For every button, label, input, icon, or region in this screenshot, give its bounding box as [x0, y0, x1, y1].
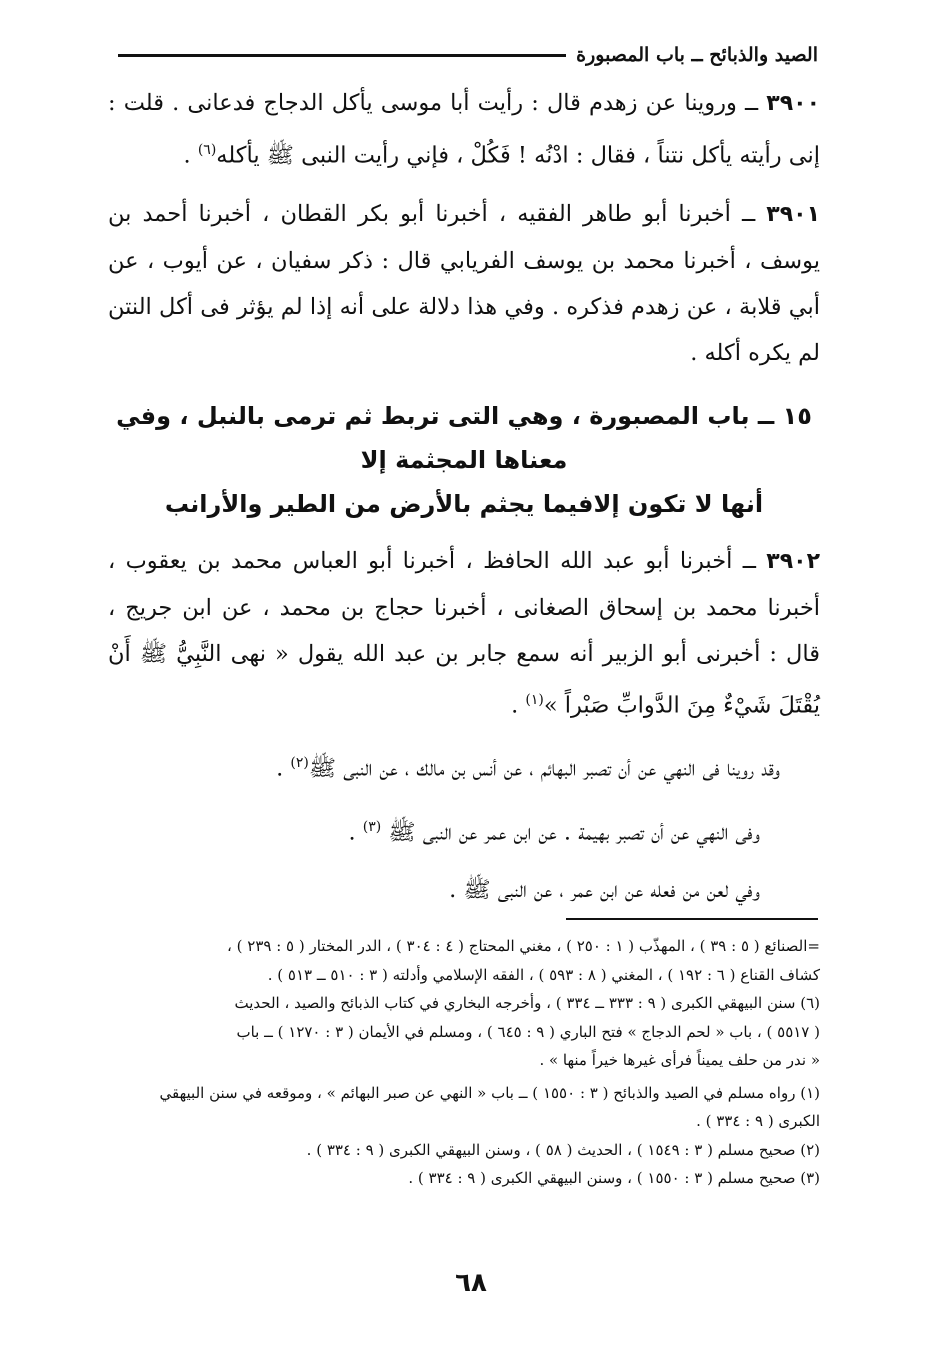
footnote-continuation-line: كشاف القناع ( ٦ : ١٩٢ ) ، المغني ( ٨ : ٥٩٣ ) ، الفقه الإسلامي وأدلته ( ٣ : ٥١٠ ــ ٥١٣ ) .: [267, 965, 820, 984]
narration-umar-2: [108, 867, 820, 913]
narration-end: .: [276, 755, 291, 782]
hadith-text: ــ أخبرنا أبو طاهر الفقيه ، أخبرنا أبو بكر القطان ، أخبرنا أحمد بن يوسف ، أخبرنا محمد بن يوسف الفريابي قال : ذكر سفيان ، عن أيوب ، عن أبي قلابة ، عن زهدم فذكره . وفي هذا دلالة على أنه إذا لم يؤثر فى أكل النتن لم يكره أكله .: [108, 200, 820, 366]
page-number: ٦٨: [455, 1268, 487, 1298]
footnote-6-line: « ندر من حلف يميناً فرأى غيرها خيراً منها » .: [539, 1051, 820, 1069]
footnote-6-line: ( ٥٥١٧ ) ، باب « لحم الدجاج » فتح الباري ( ٩ : ٦٤٥ ) ، ومسلم في الأيمان ( ٣ : ١٢٧٠ ) ــ باب: [236, 1022, 820, 1041]
footnote-1-line: الكبرى ( ٩ : ٣٣٤ ) .: [696, 1112, 820, 1130]
footnote-ref: (١): [525, 691, 544, 708]
narration-end: .: [348, 819, 363, 845]
footnote-1-line: (١) رواه مسلم في الصيد والذبائح ( ٣ : ١٥٥٠ ) ــ باب « النهي عن صبر البهائم » ، وموقعه في سنن البيهقي: [159, 1083, 820, 1102]
narration-umar-1: [108, 804, 820, 856]
hadith-3900: [108, 80, 820, 179]
hadith-3901: [108, 191, 820, 376]
footnote-6-line: (٦) سنن البيهقي الكبرى ( ٩ : ٣٣٣ ــ ٣٣٤ ) ، وأخرجه البخاري في كتاب الذبائح والصيد ، الحديث: [234, 994, 820, 1012]
footnote-continuation-line: =الصنائع ( ٥ : ٣٩ ) ، المهذّب ( ١ : ٢٥٠ ) ، مغني المحتاج ( ٤ : ٣٠٤ ) ، الدر المختار ( ٥ : ٢٣٩ ) ،: [227, 937, 820, 955]
header-rule: [118, 54, 566, 57]
running-header-title: الصيد والذبائح ــ باب المصبورة: [576, 44, 818, 66]
footnote-3: (٣) صحيح مسلم ( ٣ : ١٥٥٠ ) ، وسنن البيهقي الكبرى ( ٩ : ٣٣٤ ) .: [408, 1169, 820, 1187]
hadith-3902: [108, 538, 820, 729]
hadith-number: ٣٩٠٢: [766, 548, 820, 574]
narration-text: وقد روينا فى النهي عن أن تصبر البهائم ، عن أنس بن مالك ، عن النبى ﷺ: [308, 755, 780, 782]
narration-text: وفى النهي عن أن تصبر بهيمة . عن ابن عمر عن النبى ﷺ: [381, 819, 760, 845]
main-text: [108, 80, 820, 925]
footnote-2: (٢) صحيح مسلم ( ٣ : ١٥٤٩ ) ، الحديث ( ٥٨ ) ، وسنن البيهقي الكبرى ( ٩ : ٣٣٤ ) .: [306, 1140, 820, 1159]
hadith-end: .: [183, 142, 198, 169]
narration-anas: [108, 740, 820, 792]
footnote-ref: (٦): [197, 142, 217, 158]
running-header: [118, 40, 818, 70]
section-heading-line1: ١٥ ــ باب المصبورة ، وهي التى تربط ثم ترمى بالنبل ، وفي معناها المجثمة إلا: [116, 401, 812, 474]
narration-text: وفي لعن من فعله عن ابن عمر ، عن النبى ﷺ .: [449, 877, 760, 903]
hadith-end: .: [511, 692, 526, 718]
section-heading: [108, 394, 820, 526]
hadith-text: ــ وروينا عن زهدم قال : رأيت أبا موسى يأكل الدجاج فدعانى . قلت : إنى رأيته يأكل نتناً ، فقال : ادْنُه ! فَكُلْ ، فإني رأيت النبى ﷺ يأكله: [108, 90, 820, 169]
hadith-number: ٣٩٠١: [766, 201, 820, 227]
footnotes: [108, 932, 820, 1193]
footnote-ref: (٣): [362, 818, 382, 835]
hadith-text: ــ أخبرنا أبو عبد الله الحافظ ، أخبرنا أبو العباس محمد بن يعقوب ، أخبرنا محمد بن إسحاق الصغانى ، أخبرنا حجاج بن محمد ، عن ابن جريج ، قال : أخبرنى أبو الزبير أنه سمع جابر بن عبد الله يقول « نهى النَّبِيُّ ﷺ أَنْ يُقْتَلَ شَيْءٌ مِنَ الدَّوابِّ صَبْراً »: [108, 547, 820, 718]
footnote-rule: [566, 918, 818, 920]
hadith-number: ٣٩٠٠: [766, 91, 820, 116]
section-heading-line2: أنها لا تكون إلافيما يجثم بالأرض من الطير والأرانب: [164, 489, 764, 518]
footnote-ref: (٢): [290, 755, 309, 771]
